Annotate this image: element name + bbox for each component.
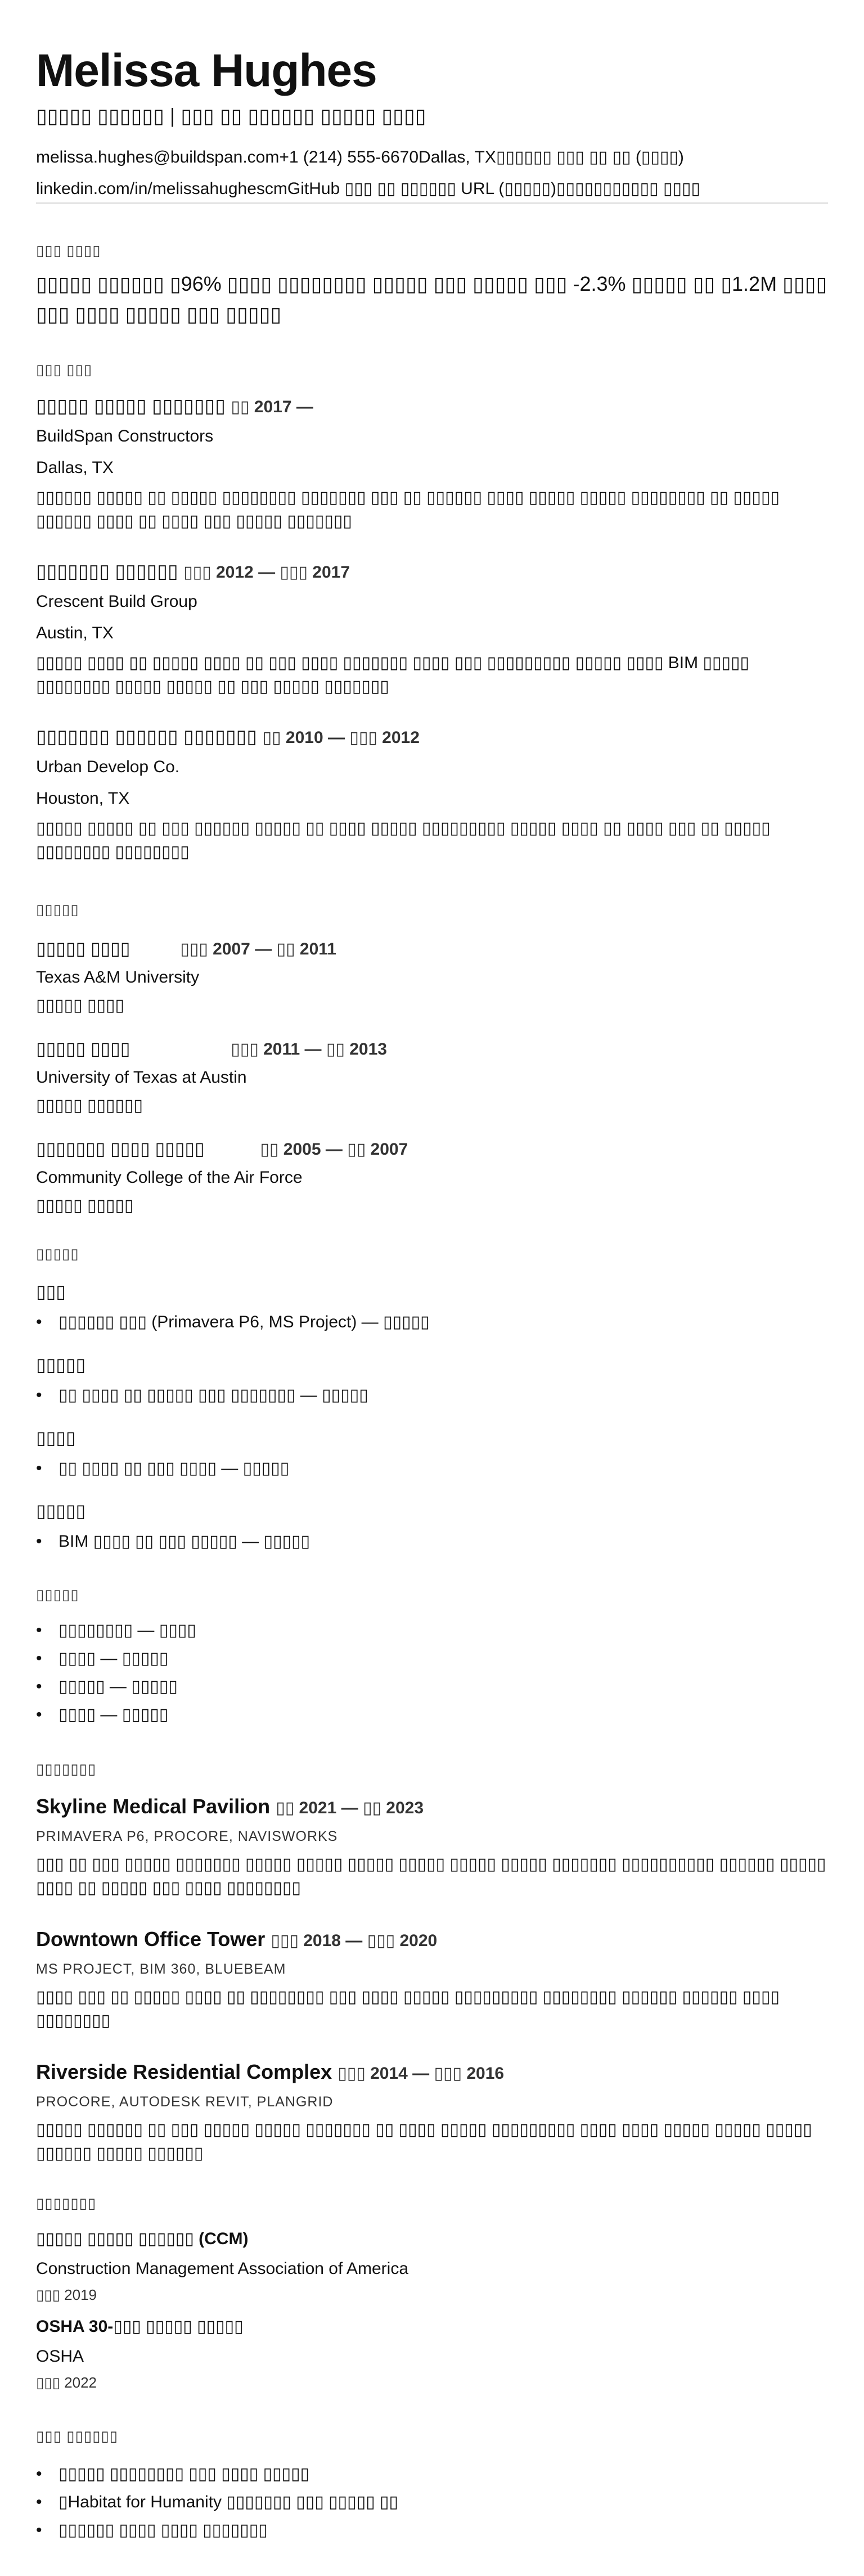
project-tech: MS PROJECT, BIM 360, BLUEBEAM — [36, 1961, 286, 1977]
degree — [36, 1136, 408, 1162]
bullet-icon: • — [36, 1621, 42, 1640]
project-description: ▯▯▯ ▯▯ ▯▯▯ ▯▯▯▯▯ ▯▯▯▯▯▯▯ ▯▯▯▯▯ ▯▯▯▯▯ ▯▯▯▯▯ ▯▯▯▯▯ ▯▯▯▯▯ ▯▯▯▯▯ ▯▯▯▯▯▯▯ ▯▯▯▯▯▯▯▯▯▯ ▯▯▯▯▯▯ ▯▯▯▯▯ ▯▯▯▯ ▯▯ ▯▯▯▯▯ ▯▯▯ ▯▯▯▯ ▯▯▯▯▯▯▯▯ — [36, 1855, 826, 1897]
job-location: Houston, TX — [36, 789, 130, 808]
headline: ▯▯▯▯▯ ▯▯▯▯▯▯ | ▯▯▯ ▯▯ ▯▯▯▯▯▯ ▯▯▯▯▯ ▯▯▯▯ — [36, 104, 426, 127]
volunteer-text: ▯▯▯▯▯▯ ▯▯▯▯ ▯▯▯▯ ▯▯▯▯▯▯▯ — [58, 2521, 268, 2539]
languages-section-title: ▯▯▯▯▯ — [36, 1586, 79, 1603]
field-of-study: ▯▯▯▯▯ ▯▯▯▯▯ — [36, 1196, 134, 1215]
language-item — [36, 1647, 168, 1670]
project-description: ▯▯▯▯ ▯▯▯ ▯▯ ▯▯▯▯▯ ▯▯▯▯ ▯▯ ▯▯▯▯▯▯▯▯ ▯▯▯ ▯▯▯▯ ▯▯▯▯▯ ▯▯▯▯▯▯▯▯▯ ▯▯▯▯▯▯▯▯ ▯▯▯▯▯▯ ▯▯▯▯▯▯ ▯▯▯▯ ▯▯▯▯▯▯▯▯ — [36, 1988, 780, 2030]
language-text: ▯▯▯▯ — ▯▯▯▯▯ — [58, 1649, 169, 1668]
bullet-icon: • — [36, 1649, 42, 1668]
language-item — [36, 1703, 168, 1727]
degree-text: ▯▯▯▯▯ ▯▯▯▯ — [36, 1038, 130, 1059]
job-title-text: ▯▯▯▯▯▯▯ ▯▯▯▯▯▯ ▯▯▯▯▯▯▯ — [36, 726, 258, 747]
volunteer-text: ▯▯▯▯▯ ▯▯▯▯▯▯▯▯ ▯▯▯ ▯▯▯▯ ▯▯▯▯▯ — [58, 2465, 310, 2483]
project-title-text: Downtown Office Tower — [36, 1928, 266, 1951]
company-name: BuildSpan Constructors — [36, 427, 214, 445]
project-dates: ▯▯ 2021 — ▯▯ 2023 — [276, 1799, 424, 1817]
skill-item-text: ▯▯ ▯▯▯▯ ▯▯ ▯▯▯ ▯▯▯▯ — ▯▯▯▯▯ — [58, 1459, 290, 1478]
certification-name: OSHA 30-▯▯▯ ▯▯▯▯▯ ▯▯▯▯▯ — [36, 2317, 244, 2336]
volunteer-item — [36, 2462, 309, 2486]
field-of-study: ▯▯▯▯▯ ▯▯▯▯▯▯ — [36, 1096, 143, 1115]
projects-section-title: ▯▯▯▯▯▯▯ — [36, 1760, 97, 1777]
bullet-icon: • — [36, 1532, 42, 1551]
skill-item — [36, 1457, 289, 1480]
volunteer-section-title: ▯▯▯ ▯▯▯▯▯▯ — [36, 2428, 118, 2444]
job-description: ▯▯▯▯▯▯ ▯▯▯▯▯ ▯▯ ▯▯▯▯▯ ▯▯▯▯▯▯▯▯ ▯▯▯▯▯▯▯ ▯▯▯ ▯▯ ▯▯▯▯▯▯ ▯▯▯▯ ▯▯▯▯▯ ▯▯▯▯▯ ▯▯▯▯▯▯▯▯ ▯▯ ▯▯▯▯▯ ▯▯▯▯▯▯ ▯▯▯▯ ▯▯ ▯▯▯▯ ▯▯▯ ▯▯▯▯▯ ▯▯▯▯▯▯▯ — [36, 488, 780, 530]
contact-line-2: linkedin.com/in/melissahughescmGitHub ▯▯▯ ▯▯ ▯▯▯▯▯▯ URL (▯▯▯▯▯)▯▯▯▯▯▯▯▯▯▯▯ ▯▯▯▯ — [36, 179, 700, 198]
bullet-icon: • — [36, 2465, 42, 2483]
job-dates: ▯▯▯ 2012 — ▯▯▯ 2017 — [183, 563, 350, 582]
education-dates: ▯▯ 2005 — ▯▯ 2007 — [260, 1140, 408, 1159]
language-text: ▯▯▯▯▯▯▯▯ — ▯▯▯▯ — [58, 1621, 196, 1640]
job-title-text: ▯▯▯▯▯ ▯▯▯▯▯ ▯▯▯▯▯▯▯ — [36, 395, 226, 417]
project-title — [36, 2059, 504, 2087]
volunteer-item — [36, 2491, 398, 2514]
language-text: ▯▯▯▯ — ▯▯▯▯▯ — [58, 1705, 169, 1724]
company-name: Crescent Build Group — [36, 592, 197, 611]
skill-item — [36, 1384, 368, 1407]
education-dates: ▯▯▯ 2011 — ▯▯ 2013 — [231, 1040, 387, 1059]
bullet-icon: • — [36, 2521, 42, 2539]
skill-item-text: BIM ▯▯▯▯ ▯▯ ▯▯▯ ▯▯▯▯▯ — ▯▯▯▯▯ — [58, 1532, 310, 1551]
certification-date: ▯▯▯ 2022 — [36, 2374, 97, 2391]
certification-issuer: OSHA — [36, 2347, 84, 2366]
bullet-icon: • — [36, 1677, 42, 1696]
project-title — [36, 1926, 437, 1954]
certification-date: ▯▯▯ 2019 — [36, 2286, 97, 2303]
school-name: University of Texas at Austin — [36, 1068, 247, 1087]
project-title — [36, 1793, 424, 1822]
skills-section-title: ▯▯▯▯▯ — [36, 1245, 79, 1262]
job-location: Austin, TX — [36, 624, 114, 642]
volunteer-item — [36, 2519, 268, 2542]
degree — [36, 1036, 387, 1062]
bullet-icon: • — [36, 2493, 42, 2511]
job-dates: ▯▯ 2010 — ▯▯▯ 2012 — [262, 728, 420, 747]
skill-item — [36, 1530, 310, 1553]
skill-category: ▯▯▯ — [36, 1281, 66, 1301]
bullet-icon: • — [36, 1705, 42, 1724]
summary-text: ▯▯▯▯▯ ▯▯▯▯▯▯ ▯96% ▯▯▯▯ ▯▯▯▯▯▯▯▯ ▯▯▯▯▯ ▯▯▯ ▯▯▯▯▯ ▯▯▯ -2.3% ▯▯▯▯▯ ▯▯ ▯1.2M ▯▯▯▯ ▯▯▯ ▯▯▯▯ ▯▯▯▯▯ ▯▯▯ ▯▯▯▯▯ — [36, 272, 827, 326]
skill-item-text: ▯▯ ▯▯▯▯ ▯▯ ▯▯▯▯▯ ▯▯▯ ▯▯▯▯▯▯▯ — ▯▯▯▯▯ — [58, 1386, 368, 1404]
degree — [36, 936, 336, 962]
certification-name: ▯▯▯▯▯ ▯▯▯▯▯ ▯▯▯▯▯▯ (CCM) — [36, 2230, 249, 2248]
job-title — [36, 559, 350, 585]
job-dates: ▯▯ 2017 — — [231, 398, 313, 416]
bullet-icon: • — [36, 1386, 42, 1404]
project-title-text: Riverside Residential Complex — [36, 2060, 332, 2083]
project-tech: PROCORE, AUTODESK REVIT, PLANGRID — [36, 2094, 334, 2110]
skill-category: ▯▯▯▯ — [36, 1427, 76, 1448]
bullet-icon: • — [36, 1459, 42, 1478]
language-text: ▯▯▯▯▯ — ▯▯▯▯▯ — [58, 1677, 178, 1696]
job-description: ▯▯▯▯▯ ▯▯▯▯ ▯▯ ▯▯▯▯▯ ▯▯▯▯ ▯▯ ▯▯▯ ▯▯▯▯ ▯▯▯▯▯▯▯ ▯▯▯▯ ▯▯▯ ▯▯▯▯▯▯▯▯▯ ▯▯▯▯▯ ▯▯▯▯ BIM ▯▯▯▯▯ ▯▯▯▯▯▯▯▯ ▯▯▯▯▯ ▯▯▯▯▯ ▯▯ ▯▯▯ ▯▯▯▯▯ ▯▯▯▯▯▯▯ — [36, 654, 749, 696]
skill-category: ▯▯▯▯▯ — [36, 1354, 86, 1375]
bullet-icon: • — [36, 1313, 42, 1331]
project-tech: PRIMAVERA P6, PROCORE, NAVISWORKS — [36, 1829, 338, 1844]
skill-category: ▯▯▯▯▯ — [36, 1501, 86, 1521]
experience-section-title: ▯▯▯ ▯▯▯ — [36, 361, 93, 378]
field-of-study: ▯▯▯▯▯ ▯▯▯▯ — [36, 996, 124, 1015]
job-location: Dallas, TX — [36, 458, 114, 477]
skill-item — [36, 1310, 430, 1334]
job-description: ▯▯▯▯▯ ▯▯▯▯▯ ▯▯ ▯▯▯ ▯▯▯▯▯▯ ▯▯▯▯▯ ▯▯ ▯▯▯▯ ▯▯▯▯▯ ▯▯▯▯▯▯▯▯▯ ▯▯▯▯▯ ▯▯▯▯ ▯▯ ▯▯▯▯ ▯▯▯ ▯▯ ▯▯▯▯▯ ▯▯▯▯▯▯▯▯ ▯▯▯▯▯▯▯▯ — [36, 819, 771, 861]
degree-text: ▯▯▯▯▯ ▯▯▯▯ — [36, 938, 130, 958]
contact-line-1: melissa.hughes@buildspan.com+1 (214) 555-6670Dallas, TX▯▯▯▯▯▯ ▯▯▯ ▯▯ ▯▯ (▯▯▯▯) — [36, 148, 684, 166]
degree-text: ▯▯▯▯▯▯▯ ▯▯▯▯ ▯▯▯▯▯ — [36, 1138, 205, 1159]
project-dates: ▯▯▯ 2014 — ▯▯▯ 2016 — [338, 2064, 505, 2083]
school-name: Texas A&M University — [36, 968, 200, 987]
education-dates: ▯▯▯ 2007 — ▯▯ 2011 — [180, 940, 336, 958]
job-title-text: ▯▯▯▯▯▯▯ ▯▯▯▯▯▯ — [36, 561, 178, 582]
certification-issuer: Construction Management Association of America — [36, 2259, 409, 2278]
language-item — [36, 1675, 178, 1699]
company-name: Urban Develop Co. — [36, 758, 180, 776]
project-dates: ▯▯▯ 2018 — ▯▯▯ 2020 — [271, 1931, 438, 1950]
school-name: Community College of the Air Force — [36, 1168, 303, 1187]
summary-section-title: ▯▯▯ ▯▯▯▯ — [36, 242, 101, 259]
language-item — [36, 1619, 196, 1642]
header-divider — [36, 202, 828, 204]
candidate-name: Melissa Hughes — [36, 45, 377, 96]
certifications-section-title: ▯▯▯▯▯▯▯ — [36, 2195, 97, 2212]
skill-item-text: ▯▯▯▯▯▯ ▯▯▯ (Primavera P6, MS Project) — ▯▯▯▯▯ — [58, 1313, 430, 1331]
education-section-title: ▯▯▯▯▯ — [36, 901, 79, 918]
job-title — [36, 724, 420, 750]
project-description: ▯▯▯▯▯ ▯▯▯▯▯▯ ▯▯ ▯▯▯ ▯▯▯▯▯ ▯▯▯▯▯ ▯▯▯▯▯▯▯ ▯▯ ▯▯▯▯ ▯▯▯▯▯ ▯▯▯▯▯▯▯▯▯ ▯▯▯▯ ▯▯▯▯ ▯▯▯▯▯ ▯▯▯▯▯ ▯▯▯▯▯ ▯▯▯▯▯▯ ▯▯▯▯▯ ▯▯▯▯▯▯ — [36, 2120, 812, 2163]
project-title-text: Skyline Medical Pavilion — [36, 1795, 271, 1818]
volunteer-text: ▯Habitat for Humanity ▯▯▯▯▯▯▯ ▯▯▯ ▯▯▯▯▯ ▯▯ — [58, 2493, 398, 2511]
job-title — [36, 394, 313, 420]
